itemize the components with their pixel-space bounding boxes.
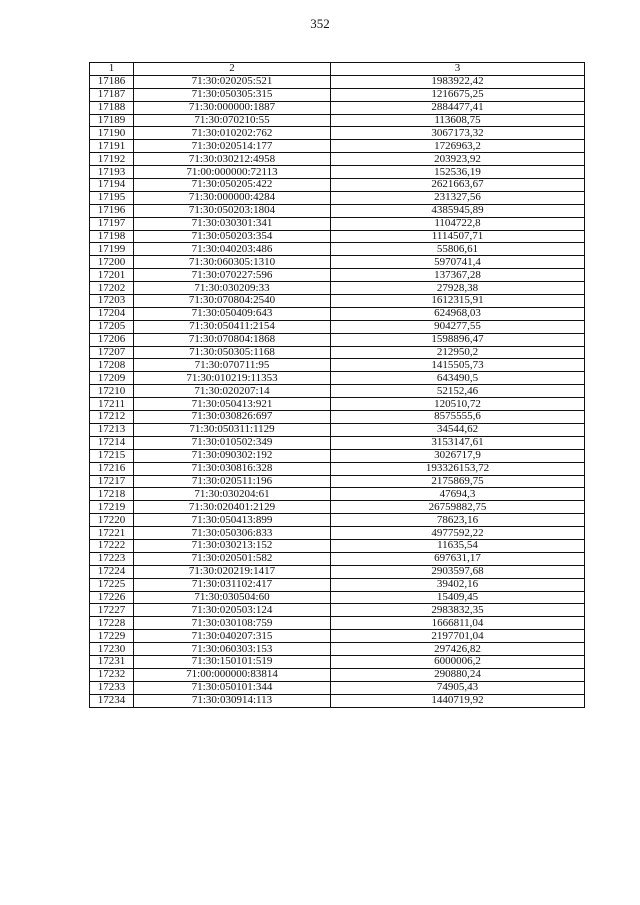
table-row [90, 527, 585, 540]
value-cell: 697631,17 [331, 552, 585, 565]
table-row [90, 501, 585, 514]
table-row [90, 256, 585, 269]
table-row [90, 243, 585, 256]
row-number-cell: 17186 [90, 75, 134, 88]
value-cell: 137367,28 [331, 269, 585, 282]
value-cell: 2903597,68 [331, 565, 585, 578]
table-row [90, 552, 585, 565]
value-cell: 1598896,47 [331, 333, 585, 346]
row-number-cell: 17211 [90, 398, 134, 411]
table-row [90, 411, 585, 424]
page-number: 352 [310, 16, 330, 31]
table-row [90, 333, 585, 346]
row-number-cell: 17213 [90, 423, 134, 436]
value-cell: 1114507,71 [331, 230, 585, 243]
value-cell: 290880,24 [331, 668, 585, 681]
row-number-cell: 17203 [90, 295, 134, 308]
value-cell: 643490,5 [331, 372, 585, 385]
value-cell: 1726963,2 [331, 140, 585, 153]
value-cell: 39402,16 [331, 578, 585, 591]
row-number-cell: 17188 [90, 101, 134, 114]
cadastral-number-cell: 71:30:010219:11353 [134, 372, 331, 385]
value-cell: 1104722,8 [331, 217, 585, 230]
table-row [90, 140, 585, 153]
value-cell: 1216675,25 [331, 88, 585, 101]
value-cell: 1612315,91 [331, 295, 585, 308]
cadastral-number-cell: 71:30:020401:2129 [134, 501, 331, 514]
table-row [90, 166, 585, 179]
value-cell: 3067173,32 [331, 127, 585, 140]
value-cell: 113608,75 [331, 114, 585, 127]
cadastral-number-cell: 71:30:030108:759 [134, 617, 331, 630]
table-row [90, 307, 585, 320]
table-row [90, 398, 585, 411]
cadastral-number-cell: 71:30:010202:762 [134, 127, 331, 140]
table-body [90, 75, 585, 707]
table-row [90, 295, 585, 308]
row-number-cell: 17190 [90, 127, 134, 140]
value-cell: 2621663,67 [331, 179, 585, 192]
row-number-cell: 17228 [90, 617, 134, 630]
table-row [90, 153, 585, 166]
table-row [90, 75, 585, 88]
row-number-cell: 17227 [90, 604, 134, 617]
row-number-cell: 17226 [90, 591, 134, 604]
value-cell: 6000006,2 [331, 655, 585, 668]
table-row [90, 694, 585, 707]
row-number-cell: 17217 [90, 475, 134, 488]
row-number-cell: 17195 [90, 191, 134, 204]
cadastral-number-cell: 71:30:050203:354 [134, 230, 331, 243]
row-number-cell: 17194 [90, 179, 134, 192]
cadastral-number-cell: 71:30:040203:486 [134, 243, 331, 256]
cadastral-number-cell: 71:30:050101:344 [134, 681, 331, 694]
row-number-cell: 17232 [90, 668, 134, 681]
row-number-cell: 17218 [90, 488, 134, 501]
table-row [90, 372, 585, 385]
table-row [90, 488, 585, 501]
cadastral-number-cell: 71:30:050203:1804 [134, 204, 331, 217]
cadastral-number-cell: 71:30:030914:113 [134, 694, 331, 707]
value-cell: 11635,54 [331, 539, 585, 552]
table-row [90, 449, 585, 462]
row-number-cell: 17193 [90, 166, 134, 179]
cadastral-number-cell: 71:30:050305:1168 [134, 346, 331, 359]
row-number-cell: 17192 [90, 153, 134, 166]
value-cell: 8575555,6 [331, 411, 585, 424]
table-header [90, 63, 585, 76]
cadastral-number-cell: 71:30:050306:833 [134, 527, 331, 540]
value-cell: 203923,92 [331, 153, 585, 166]
table-row [90, 565, 585, 578]
table-row [90, 604, 585, 617]
table-row [90, 655, 585, 668]
row-number-cell: 17224 [90, 565, 134, 578]
row-number-cell: 17234 [90, 694, 134, 707]
cadastral-number-cell: 71:30:020503:124 [134, 604, 331, 617]
cadastral-number-cell: 71:30:060305:1310 [134, 256, 331, 269]
table-row [90, 204, 585, 217]
cadastral-number-cell: 71:30:000000:4284 [134, 191, 331, 204]
row-number-cell: 17202 [90, 282, 134, 295]
value-cell: 2197701,04 [331, 630, 585, 643]
value-cell: 1983922,42 [331, 75, 585, 88]
value-cell: 52152,46 [331, 385, 585, 398]
row-number-cell: 17230 [90, 643, 134, 656]
row-number-cell: 17201 [90, 269, 134, 282]
table-row [90, 114, 585, 127]
cadastral-number-cell: 71:30:090302:192 [134, 449, 331, 462]
table-row [90, 668, 585, 681]
cadastral-number-cell: 71:00:000000:72113 [134, 166, 331, 179]
table-row [90, 539, 585, 552]
value-cell: 4385945,89 [331, 204, 585, 217]
cadastral-number-cell: 71:30:050409:643 [134, 307, 331, 320]
table-row [90, 475, 585, 488]
cadastral-number-cell: 71:30:040207:315 [134, 630, 331, 643]
cadastral-number-cell: 71:30:050205:422 [134, 179, 331, 192]
row-number-cell: 17231 [90, 655, 134, 668]
table-row [90, 127, 585, 140]
value-cell: 5970741,4 [331, 256, 585, 269]
cadastral-number-cell: 71:30:020501:582 [134, 552, 331, 565]
cadastral-number-cell: 71:30:070804:2540 [134, 295, 331, 308]
value-cell: 27928,38 [331, 282, 585, 295]
row-number-cell: 17233 [90, 681, 134, 694]
table-row [90, 282, 585, 295]
value-cell: 3153147,61 [331, 436, 585, 449]
value-cell: 231327,56 [331, 191, 585, 204]
cadastral-number-cell: 71:30:050413:921 [134, 398, 331, 411]
table-row [90, 681, 585, 694]
cadastral-number-cell: 71:30:030204:61 [134, 488, 331, 501]
row-number-cell: 17206 [90, 333, 134, 346]
cadastral-number-cell: 71:30:020205:521 [134, 75, 331, 88]
table-row [90, 179, 585, 192]
cadastral-number-cell: 71:30:050311:1129 [134, 423, 331, 436]
table-row [90, 346, 585, 359]
value-cell: 74905,43 [331, 681, 585, 694]
value-cell: 2983832,35 [331, 604, 585, 617]
value-cell: 4977592,22 [331, 527, 585, 540]
row-number-cell: 17219 [90, 501, 134, 514]
cadastral-number-cell: 71:30:150101:519 [134, 655, 331, 668]
cadastral-number-cell: 71:30:030826:697 [134, 411, 331, 424]
table-row [90, 436, 585, 449]
row-number-cell: 17212 [90, 411, 134, 424]
table-row [90, 385, 585, 398]
cadastral-number-cell: 71:30:020207:14 [134, 385, 331, 398]
column-header: 1 [90, 63, 134, 76]
cadastral-number-cell: 71:30:070210:55 [134, 114, 331, 127]
value-cell: 1415505,73 [331, 359, 585, 372]
row-number-cell: 17200 [90, 256, 134, 269]
cadastral-number-cell: 71:30:070711:95 [134, 359, 331, 372]
table-row [90, 217, 585, 230]
table-row [90, 643, 585, 656]
row-number-cell: 17214 [90, 436, 134, 449]
value-cell: 212950,2 [331, 346, 585, 359]
row-number-cell: 17210 [90, 385, 134, 398]
row-number-cell: 17215 [90, 449, 134, 462]
row-number-cell: 17187 [90, 88, 134, 101]
cadastral-number-cell: 71:30:000000:1887 [134, 101, 331, 114]
table-row [90, 359, 585, 372]
table-row [90, 101, 585, 114]
row-number-cell: 17191 [90, 140, 134, 153]
cadastral-number-cell: 71:30:070804:1868 [134, 333, 331, 346]
value-cell: 120510,72 [331, 398, 585, 411]
cadastral-number-cell: 71:30:030213:152 [134, 539, 331, 552]
row-number-cell: 17220 [90, 514, 134, 527]
cadastral-number-cell: 71:30:030209:33 [134, 282, 331, 295]
value-cell: 2175869,75 [331, 475, 585, 488]
table-row [90, 462, 585, 475]
cadastral-number-cell: 71:30:031102:417 [134, 578, 331, 591]
value-cell: 26759882,75 [331, 501, 585, 514]
cadastral-number-cell: 71:30:050413:899 [134, 514, 331, 527]
row-number-cell: 17189 [90, 114, 134, 127]
value-cell: 55806,61 [331, 243, 585, 256]
value-cell: 2884477,41 [331, 101, 585, 114]
table-row [90, 591, 585, 604]
data-table [89, 62, 585, 708]
row-number-cell: 17223 [90, 552, 134, 565]
table-row [90, 578, 585, 591]
table-row [90, 191, 585, 204]
table-row [90, 230, 585, 243]
row-number-cell: 17196 [90, 204, 134, 217]
cadastral-number-cell: 71:30:030301:341 [134, 217, 331, 230]
value-cell: 1440719,92 [331, 694, 585, 707]
row-number-cell: 17197 [90, 217, 134, 230]
table-row [90, 617, 585, 630]
row-number-cell: 17208 [90, 359, 134, 372]
value-cell: 15409,45 [331, 591, 585, 604]
cadastral-number-cell: 71:30:010502:349 [134, 436, 331, 449]
table-row [90, 423, 585, 436]
cadastral-number-cell: 71:30:030212:4958 [134, 153, 331, 166]
table-row [90, 88, 585, 101]
value-cell: 1666811,04 [331, 617, 585, 630]
value-cell: 34544,62 [331, 423, 585, 436]
value-cell: 78623,16 [331, 514, 585, 527]
cadastral-number-cell: 71:30:060303:153 [134, 643, 331, 656]
cadastral-number-cell: 71:30:030504:60 [134, 591, 331, 604]
cadastral-number-cell: 71:30:020511:196 [134, 475, 331, 488]
row-number-cell: 17204 [90, 307, 134, 320]
value-cell: 152536,19 [331, 166, 585, 179]
row-number-cell: 17229 [90, 630, 134, 643]
row-number-cell: 17221 [90, 527, 134, 540]
value-cell: 3026717,9 [331, 449, 585, 462]
header-row [90, 63, 585, 76]
table-row [90, 269, 585, 282]
cadastral-number-cell: 71:30:020514:177 [134, 140, 331, 153]
row-number-cell: 17225 [90, 578, 134, 591]
value-cell: 47694,3 [331, 488, 585, 501]
cadastral-number-cell: 71:30:070227:596 [134, 269, 331, 282]
row-number-cell: 17205 [90, 320, 134, 333]
row-number-cell: 17207 [90, 346, 134, 359]
value-cell: 624968,03 [331, 307, 585, 320]
column-header: 2 [134, 63, 331, 76]
table-row [90, 320, 585, 333]
cadastral-number-cell: 71:00:000000:83814 [134, 668, 331, 681]
row-number-cell: 17209 [90, 372, 134, 385]
value-cell: 297426,82 [331, 643, 585, 656]
value-cell: 904277,55 [331, 320, 585, 333]
cadastral-number-cell: 71:30:050411:2154 [134, 320, 331, 333]
row-number-cell: 17222 [90, 539, 134, 552]
row-number-cell: 17216 [90, 462, 134, 475]
column-header: 3 [331, 63, 585, 76]
cadastral-number-cell: 71:30:020219:1417 [134, 565, 331, 578]
row-number-cell: 17198 [90, 230, 134, 243]
table-row [90, 630, 585, 643]
row-number-cell: 17199 [90, 243, 134, 256]
table-row [90, 514, 585, 527]
value-cell: 193326153,72 [331, 462, 585, 475]
cadastral-number-cell: 71:30:030816:328 [134, 462, 331, 475]
cadastral-number-cell: 71:30:050305:315 [134, 88, 331, 101]
